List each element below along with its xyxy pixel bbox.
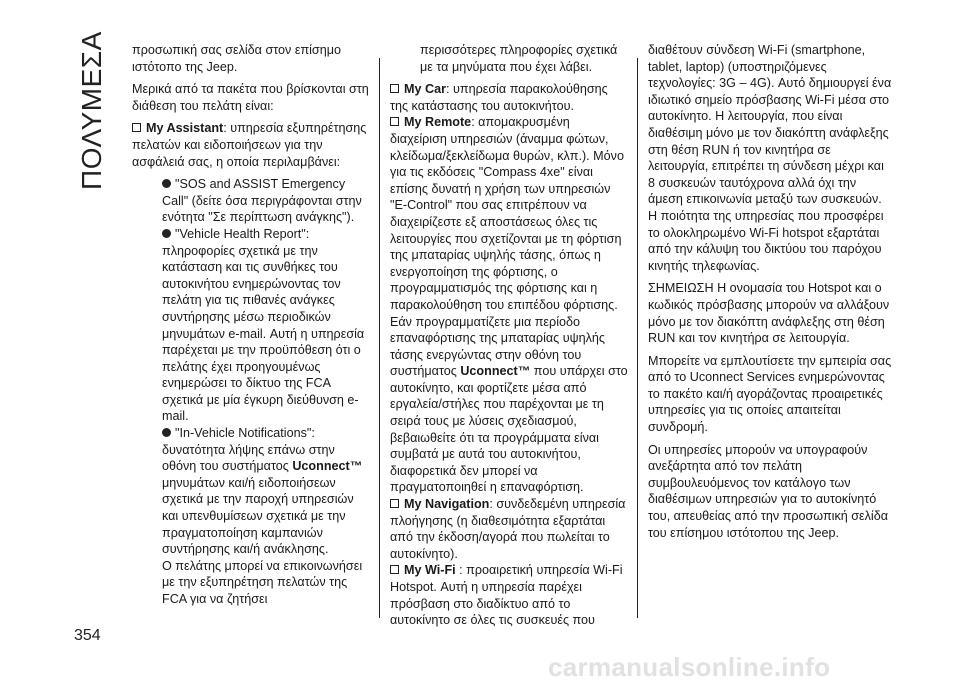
- bullet-icon: [162, 179, 171, 188]
- service-title: My Navigation: [404, 497, 490, 512]
- paragraph: Μερικά από τα πακέτα που βρίσκονται στη διάθεση του πελάτη είναι:: [132, 82, 369, 113]
- square-bullet-icon: [390, 565, 399, 574]
- service-text: : συνδεδεμένη υπηρεσία πλοήγησης (η διαθεσιμότητα εξαρτάται από την έκδοση/αγορά που πωλείται το αυτοκίνητο).: [390, 497, 626, 561]
- service-item-my-assistant: [132, 120, 370, 170]
- text-column-3: [648, 42, 893, 547]
- watermark: carmanualsonline.info: [548, 652, 831, 682]
- page-number: 354: [74, 627, 101, 644]
- list-item: [132, 226, 370, 425]
- square-bullet-icon: [390, 84, 399, 93]
- brand-name: Uconnect™: [292, 459, 363, 474]
- list-item-text: "Vehicle Health Report": πληροφορίες σχετικά με την κατάσταση και τις συνθήκες του αυτοκινήτου ενημερώνοντας τον πελάτη για τις πιθανές ανάγκες συντήρησης μέσω περιοδικών μηνυμάτων e-mail. Αυτή η υπηρεσία παρέχεται με την προϋπόθεση ότι ο πελάτης έχει προηγουμένως ενημερώσει το δίκτυο της FCA σχετικά με μία έγκυρη διεύθυνση e-mail.: [162, 226, 365, 424]
- service-item-my-remote: [390, 114, 628, 496]
- service-item-my-car: [390, 81, 628, 114]
- service-title: My Assistant: [146, 121, 224, 136]
- brand-name: Uconnect™: [460, 364, 531, 379]
- column-divider: [379, 58, 380, 618]
- text-column-2: [390, 42, 628, 635]
- service-text: που υπάρχει στο αυτοκίνητο, και φορτίζετε μέσα από εργαλεία/στήλες που παρέχονται με τη σειρά τους με λύσεις σχεδιασμού, βεβαιωθείτε ότι τα προγράμματα είναι συμβατά με αυτά του αυτοκινήτου, διαφορετικά δεν μπορεί να πραγματοποιηθεί η επαναφόρτιση.: [390, 364, 628, 495]
- section-title: [70, 31, 110, 190]
- column-divider: [637, 58, 638, 618]
- service-text: : προαιρετική υπηρεσία Wi-Fi Hotspot. Αυτή η υπηρεσία παρέχει πρόσβαση στο διαδίκτυο από το αυτοκίνητο σε όλες τις συσκευές που: [390, 563, 623, 628]
- note-paragraph: ΣΗΜΕΙΩΣΗ Η ονομασία του Hotspot και ο κωδικός πρόσβασης μπορούν να αλλάξουν μόνο με τον διακόπτη ανάφλεξης στη θέση RUN και τον κινητήρα σε λειτουργία.: [648, 281, 890, 346]
- paragraph: διαθέτουν σύνδεση Wi-Fi (smartphone, tablet, laptop) (υποστηριζόμενες τεχνολογίες: 3G – 4G). Αυτό δημιουργεί ένα ιδιωτικό σημείο πρόσβασης Wi-Fi μέσα στο αυτοκίνητο. Η λειτουργία, που είναι διαθέσιμη μόνο με τον διακόπτη ανάφλεξης στη θέση RUN ή τον κινητήρα σε λειτουργία, επιτρέπει τη σύνδεση μέχρι και 8 συσκευών ταυτόχρονα αλλά όχι την άμεση επικοινωνία μεταξύ των συσκευών. Η ποιότητα της υπηρεσίας που προσφέρει το ολοκληρωμένο Wi-Fi hotspot εξαρτάται από την κάλυψη του δικτύου του παρόχου κινητής τηλεφωνίας.: [648, 43, 892, 273]
- service-text: : απομακρυσμένη διαχείριση υπηρεσιών (άναμμα φώτων, κλείδωμα/ξεκλείδωμα θυρών, κλπ.). Μόνο για τις εκδόσεις "Compass 4xe" είναι επίσης δυνατή η χρήση των υπηρεσιών "E-Control" που σας επιτρέπουν να διαχειρίζεστε εξ αποστάσεως όλες τις λειτουργίες που σχετίζονται με τη φόρτιση της μπαταρίας υψηλής τάσης, όπως η ενεργοποίηση της φόρτισης, ο προγραμματισμός της φόρτισης και η παρακολούθηση του επιπέδου φόρτισης. Εάν προγραμματίζετε μια περίοδο επαναφόρτισης της μπαταρίας υψηλής τάσης ενεργώντας στην οθόνη του συστήματος: [390, 115, 624, 379]
- list-item-text: "SOS and ASSIST Emergency Call" (δείτε όσα περιγράφονται στην ενότητα "Σε περίπτωση ανάγκης").: [162, 177, 362, 225]
- text-column-1: [132, 42, 370, 614]
- section-title-text: ΠΟΛΥΜΕΣΑ: [76, 31, 107, 190]
- bullet-icon: [162, 428, 171, 437]
- service-text: : υπηρεσία παρακολούθησης της κατάστασης του αυτοκινήτου.: [390, 82, 608, 113]
- square-bullet-icon: [132, 123, 141, 132]
- bullet-icon: [162, 229, 171, 238]
- square-bullet-icon: [390, 499, 399, 508]
- service-item-my-navigation: [390, 496, 628, 562]
- paragraph: Μπορείτε να εμπλουτίσετε την εμπειρία σας από το Uconnect Services ενημερώνοντας το πακέτο και/ή αγοράζοντας προαιρετικές υπηρεσίες για τις οποίες απαιτείται συνδρομή.: [648, 353, 892, 435]
- service-title: My Car: [404, 82, 446, 97]
- list-item: [132, 176, 370, 226]
- service-item-my-wifi: [390, 562, 628, 628]
- square-bullet-icon: [390, 117, 399, 126]
- service-title: My Wi-Fi: [404, 563, 456, 578]
- paragraph: περισσότερες πληροφορίες σχετικά με τα μηνύματα που έχει λάβει.: [420, 43, 618, 74]
- paragraph: προσωπική σας σελίδα στον επίσημο ιστότοπο της Jeep.: [132, 43, 341, 74]
- list-item-text: μηνυμάτων και/ή ειδοποιήσεων σχετικά με την παροχή υπηρεσιών και υπενθυμίσεων σχετικά με την πραγματοποίηση καμπανιών συντήρησης και/ή ανάκλησης.: [162, 475, 354, 557]
- service-title: My Remote: [404, 115, 472, 130]
- paragraph: Οι υπηρεσίες μπορούν να υπογραφούν ανεξάρτητα από τον πελάτη συμβουλευόμενος τον κατάλογο των διαθέσιμων υπηρεσιών για το αυτοκίνητό του, απευθείας από την προσωπική σελίδα του επίσημου ιστότοπου της Jeep.: [648, 442, 889, 540]
- list-item: [132, 425, 370, 558]
- service-text: : υπηρεσία εξυπηρέτησης πελατών και ειδοποιήσεων για την ασφάλειά σας, η οποία περιλαμβάνει:: [132, 121, 367, 169]
- list-item-text: "In-Vehicle Notifications": δυνατότητα λήψης επάνω στην οθόνη του συστήματος: [162, 426, 335, 474]
- paragraph: Ο πελάτης μπορεί να επικοινωνήσει με την εξυπηρέτηση πελατών της FCA για να ζητήσει: [162, 558, 363, 606]
